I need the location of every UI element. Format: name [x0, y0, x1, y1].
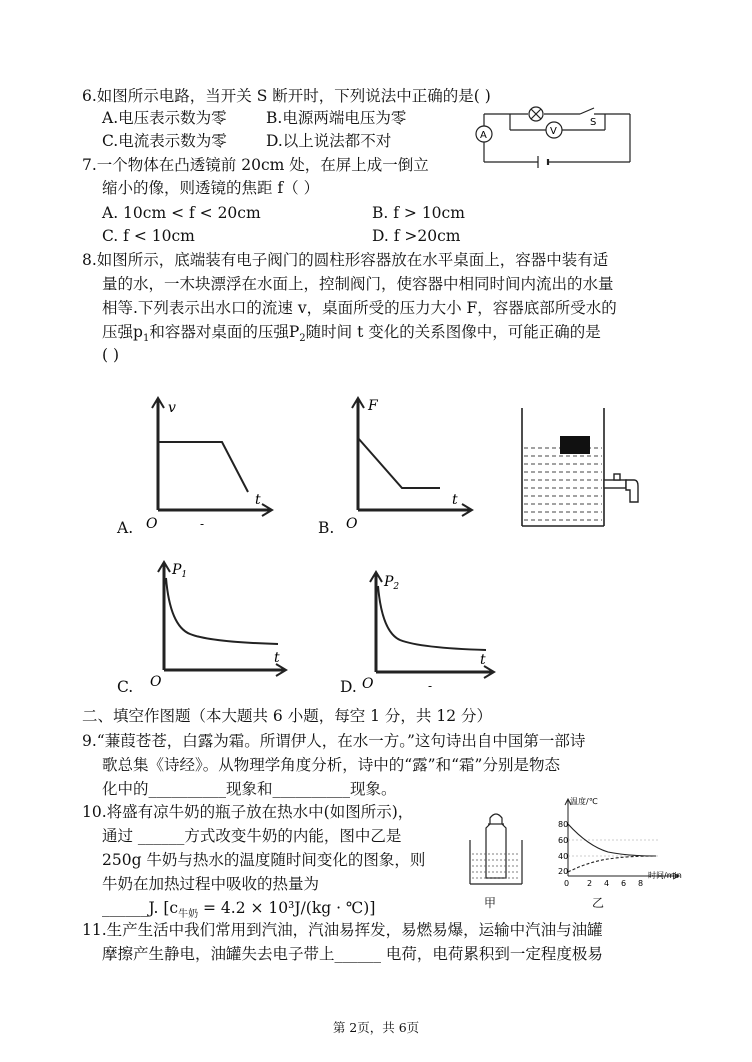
q8-option-c-label: C. — [117, 678, 134, 696]
q8-container-figure — [518, 406, 646, 530]
q7-stem-line2: 缩小的像，则透镜的焦距 f（ ） — [102, 179, 320, 197]
q8-graph-d-y-label: $P_2$ — [384, 574, 400, 592]
q8-option-d-label: D. — [340, 678, 357, 696]
q9-line2: 歌总集《诗经》。从物理学角度分析，诗中的“露”和“霜”分别是物态 — [102, 756, 560, 774]
q10-x-tick-2: 2 — [587, 879, 593, 888]
q10-label-jia: 甲 — [484, 896, 497, 910]
q8-graph-d-pressure2 — [358, 566, 498, 692]
q10-chart-x-title: 时间/min — [648, 871, 682, 880]
q10-temperature-chart — [548, 796, 714, 890]
q10-y-tick-60: 60 — [558, 836, 569, 845]
q11-line1: 11.生产生活中我们常用到汽油，汽油易挥发，易燃易爆，运输中汽油与油罐 — [82, 921, 603, 939]
q11-line2: 摩擦产生静电，油罐失去电子带上______ 电荷，电荷累积到一定程度极易 — [102, 945, 603, 963]
q10-milk-curve — [568, 856, 656, 872]
q7-option-c: C. f < 10cm — [102, 227, 195, 245]
q10-x-tick-8: 8 — [638, 879, 644, 888]
q10-x-tick-6: 6 — [621, 879, 627, 888]
q8-option-b-label: B. — [318, 519, 335, 537]
q10-y-tick-80: 80 — [558, 820, 569, 829]
q6-circuit-diagram — [470, 104, 640, 170]
q10-line2: 通过 ______方式改变牛奶的内能，图中乙是 — [102, 827, 402, 845]
q8-graph-b-x-label: t — [452, 492, 458, 508]
q8-graph-c-y-label: $P_1$ — [172, 562, 188, 580]
q10-x-tick-4: 4 — [604, 879, 610, 888]
q7-option-a: A. 10cm < f < 20cm — [102, 204, 261, 222]
q6-stem: 6.如图所示电路，当开关 S 断开时，下列说法中正确的是( ) — [82, 87, 491, 105]
q7-stem-line1: 7.一个物体在凸透镜前 20cm 处，在屏上成一倒立 — [82, 156, 429, 174]
q10-chart-y-title: 温度/℃ — [570, 797, 598, 806]
q10-line5: ______J. [$c_{牛奶} = 4.2 \times 10^3J/(kg$ · ℃)] — [102, 899, 376, 921]
q10-line1: 10.将盛有凉牛奶的瓶子放在热水中(如图所示)， — [82, 803, 414, 821]
q8-graph-b-y-label: F — [368, 398, 378, 414]
svg-text:-: - — [428, 679, 433, 692]
q8-wood-block — [560, 436, 590, 454]
q8-line1: 8.如图所示，底端装有电子阀门的圆柱形容器放在水平桌面上，容器中装有适 — [82, 251, 609, 269]
q8-line5: ( ) — [102, 346, 120, 364]
q10-line4: 牛奶在加热过程中吸收的热量为 — [102, 875, 320, 893]
q10-x-tick-0: 0 — [564, 879, 570, 888]
q6-option-a: A.电压表示数为零 — [102, 109, 227, 127]
q10-y-tick-40: 40 — [558, 852, 569, 861]
q8-line2: 量的水，一木块漂浮在水面上，控制阀门，使容器中相同时间内流出的水量 — [102, 275, 614, 293]
q8-graph-b-force — [340, 392, 480, 532]
svg-text:-: - — [200, 517, 205, 531]
q6-ammeter-label: A — [480, 130, 487, 141]
q8-graph-c-origin: O — [150, 674, 162, 690]
q7-option-d: D. f >20cm — [372, 227, 461, 245]
q8-graph-d-origin: O — [362, 676, 374, 692]
q7-option-b: B. f > 10cm — [372, 204, 465, 222]
q6-option-d: D.以上说法都不对 — [266, 132, 392, 150]
q8-graph-d-x-label: t — [480, 652, 486, 668]
q10-label-yi: 乙 — [592, 896, 605, 910]
page-footer: 第 2页，共 6页 — [332, 1020, 420, 1035]
q6-option-b: B.电源两端电压为零 — [266, 109, 407, 127]
q8-graph-c-x-label: t — [274, 650, 280, 666]
q8-graph-b-origin: O — [346, 516, 358, 532]
q8-line4: 压强$p_1$和容器对桌面的压强$P_2$随时间 t 变化的关系图像中，可能正确的是 — [102, 323, 601, 345]
q9-line3: 化中的__________现象和__________现象。 — [102, 780, 397, 798]
q10-bottle-figure — [466, 810, 526, 890]
q8-line3: 相等.下列表示出水口的流速 v，桌面所受的压力大小 F，容器底部所受水的 — [102, 299, 617, 317]
q8-graph-c-pressure1 — [140, 556, 290, 692]
q6-switch-label: S — [590, 117, 597, 128]
q8-graph-a-origin: O — [146, 516, 158, 532]
section2-title: 二、填空作图题（本大题共 6 小题，每空 1 分，共 12 分） — [82, 707, 493, 725]
q6-voltmeter-label: V — [550, 126, 557, 137]
q8-graph-a-x-label: t — [255, 492, 261, 508]
q8-graph-a-velocity — [140, 392, 280, 532]
q6-option-c: C.电流表示数为零 — [102, 132, 227, 150]
q10-y-tick-20: 20 — [558, 867, 569, 876]
q8-option-a-label: A. — [117, 519, 134, 537]
q8-graph-a-y-label: v — [168, 400, 176, 416]
q10-line3: 250g 牛奶与热水的温度随时间变化的图象，则 — [102, 851, 426, 869]
q9-line1: 9.“蒹葭苍苍，白露为霜。所谓伊人，在水一方。”这句诗出自中国第一部诗 — [82, 732, 586, 750]
